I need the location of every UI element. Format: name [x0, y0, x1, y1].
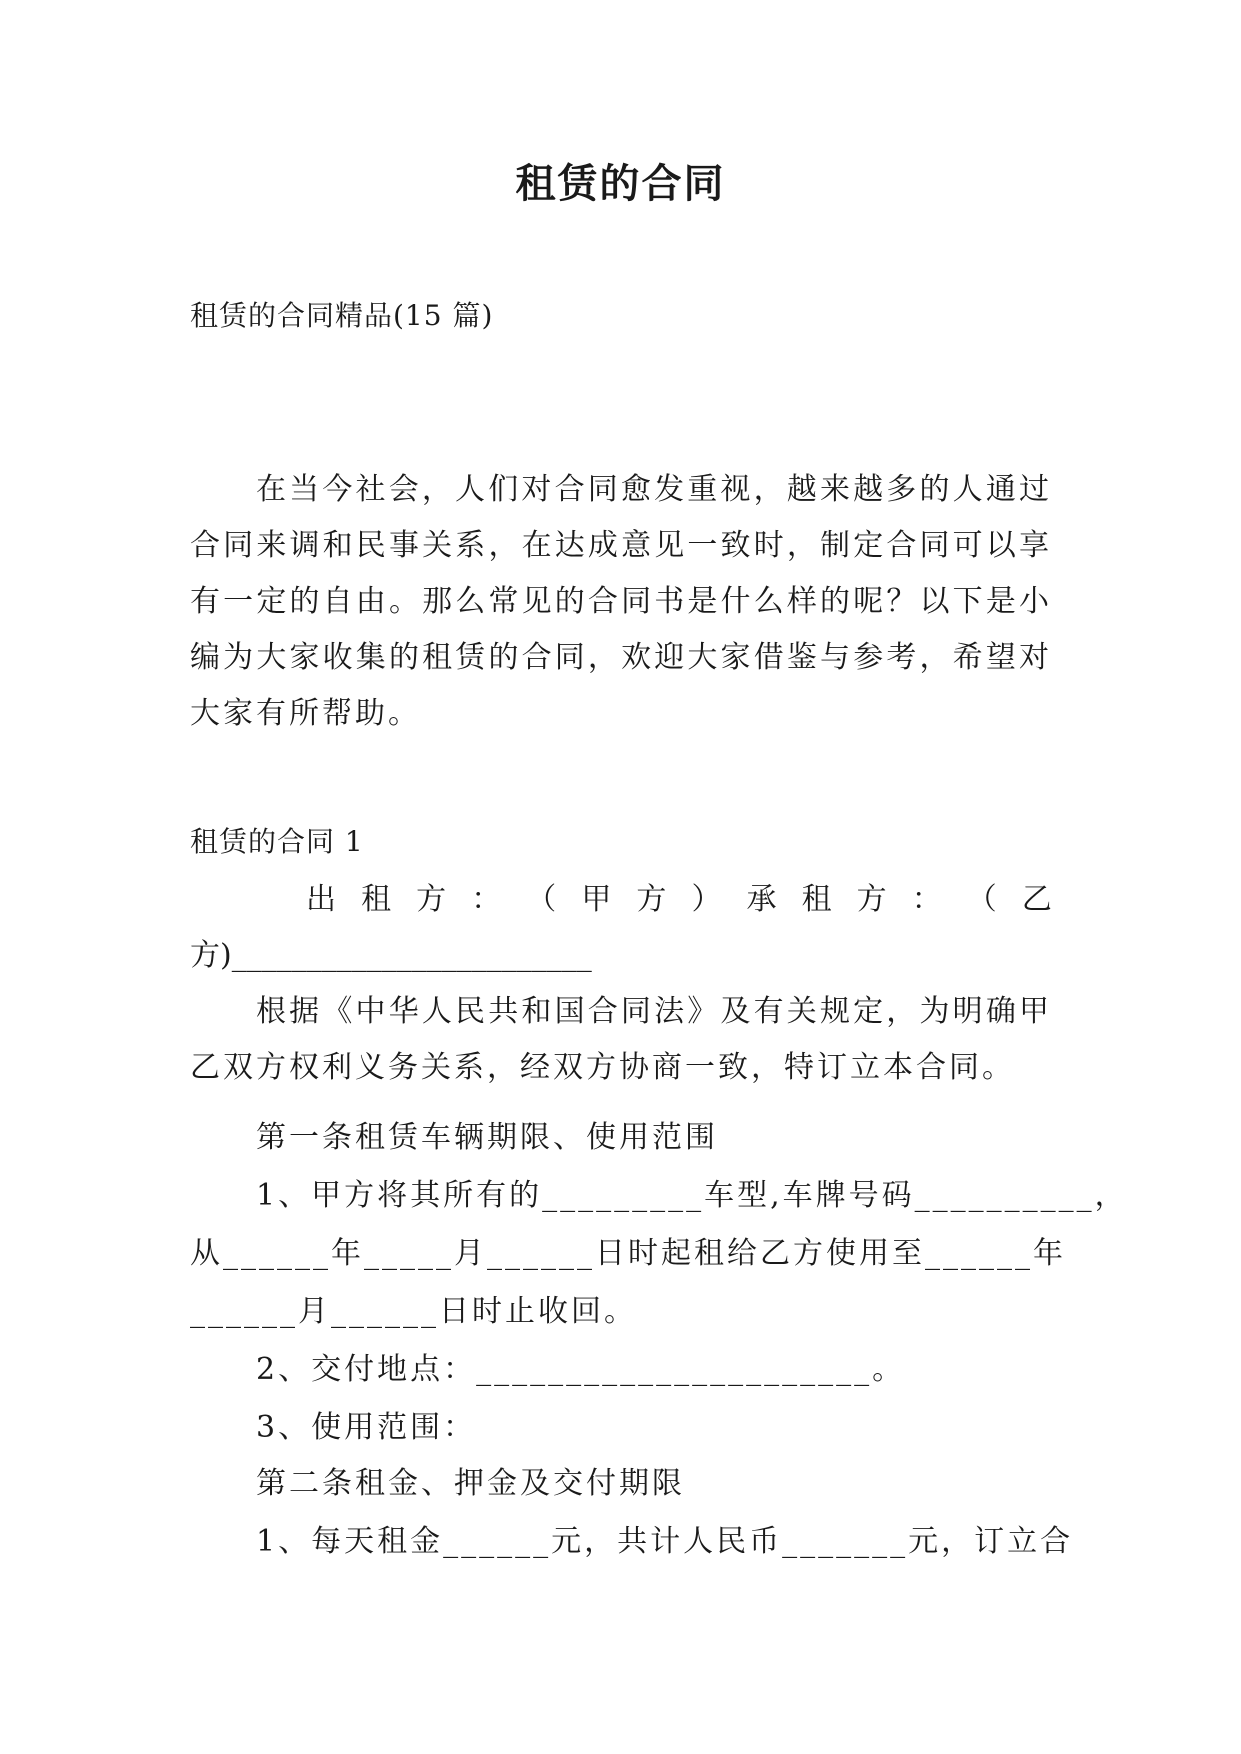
document-title: 租赁的合同 [515, 161, 726, 207]
parties-line [190, 872, 1052, 928]
parties-char: 甲 [581, 882, 612, 917]
article-1-item-3: 3、使用范围： [256, 1410, 477, 1445]
parties-char: 租 [801, 882, 832, 917]
parties-char: 租 [361, 882, 392, 917]
parties-char: ： [471, 882, 502, 917]
article-2-title: 第二条租金、押金及交付期限 [256, 1466, 685, 1501]
parties-char: 出 [306, 882, 336, 917]
document-subtitle: 租赁的合同精品(15 篇) [190, 299, 494, 332]
parties-char: 承 [746, 882, 777, 917]
parties-char: 乙 [1021, 882, 1052, 917]
basis-paragraph: 根据《中华人民共和国合同法》及有关规定，为明确甲乙双方权利义务关系，经双方协商一致，特订立本合同。 [190, 994, 1052, 1085]
section-title: 租赁的合同 1 [190, 825, 364, 858]
parties-char: ： [911, 882, 942, 917]
parties-char: 方 [416, 882, 447, 917]
parties-char: （ [966, 882, 997, 917]
parties-char: （ [526, 882, 557, 917]
article-1-item-1-line-1: 1、甲方将其所有的_________车型,车牌号码__________， [256, 1178, 1128, 1213]
intro-paragraph: 在当今社会，人们对合同愈发重视，越来越多的人通过合同来调和民事关系，在达成意见一致时，制定合同可以享有一定的自由。那么常见的合同书是什么样的呢？以下是小编为大家收集的租赁的合同，欢迎大家借鉴与参考，希望对大家有所帮助。 [190, 472, 1052, 731]
parties-char: 方 [856, 882, 887, 917]
parties-line-2: 方)________________________ [190, 938, 592, 973]
article-1-title: 第一条租赁车辆期限、使用范围 [256, 1120, 718, 1155]
parties-char: ） [691, 882, 722, 917]
article-1-item-1-line-2: 从______年_____月______日时起租给乙方使用至______年 [190, 1236, 1066, 1271]
article-2-item-1: 1、每天租金______元，共计人民币_______元，订立合 [256, 1524, 1074, 1559]
article-1-item-2: 2、交付地点：______________________。 [256, 1352, 906, 1387]
parties-block [190, 872, 1052, 984]
article-1-item-1-line-3: ______月______日时止收回。 [190, 1294, 637, 1329]
parties-char: 方 [636, 882, 667, 917]
